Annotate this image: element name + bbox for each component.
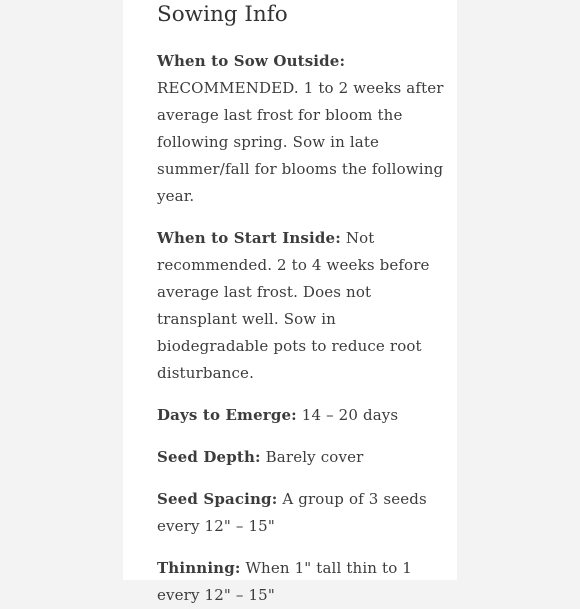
days-to-emerge-label: Days to Emerge: — [157, 406, 297, 424]
page-title: Sowing Info — [157, 2, 288, 27]
sow-outside-text: RECOMMENDED. 1 to 2 weeks after average last frost for bloom the following spring. Sow in late summer/fall for blooms the following year. — [157, 79, 444, 205]
seed-spacing-label: Seed Spacing: — [157, 490, 278, 508]
content-panel — [123, 0, 457, 604]
sow-outside-label: When to Sow Outside: — [157, 52, 346, 70]
thinning-label: Thinning: — [157, 559, 241, 577]
seed-depth-label: Seed Depth: — [157, 448, 261, 466]
seed-depth-section — [157, 444, 449, 471]
days-to-emerge-text: 14 – 20 days — [301, 406, 399, 424]
start-inside-label: When to Start Inside: — [157, 229, 341, 247]
thinning-section — [157, 555, 449, 609]
start-inside-text: Not recommended. 2 to 4 weeks before average last frost. Does not transplant well. Sow in biodegradable pots to reduce root disturbance. — [157, 229, 430, 382]
seed-spacing-section — [157, 486, 449, 540]
seed-depth-text: Barely cover — [265, 448, 364, 466]
start-inside-section — [157, 225, 449, 387]
days-to-emerge-section — [157, 402, 449, 429]
seed-spacing-text: A group of 3 seeds every 12" – 15" — [157, 490, 427, 535]
sow-outside-section — [157, 48, 449, 210]
thinning-text: When 1" tall thin to 1 every 12" – 15" — [157, 559, 412, 604]
